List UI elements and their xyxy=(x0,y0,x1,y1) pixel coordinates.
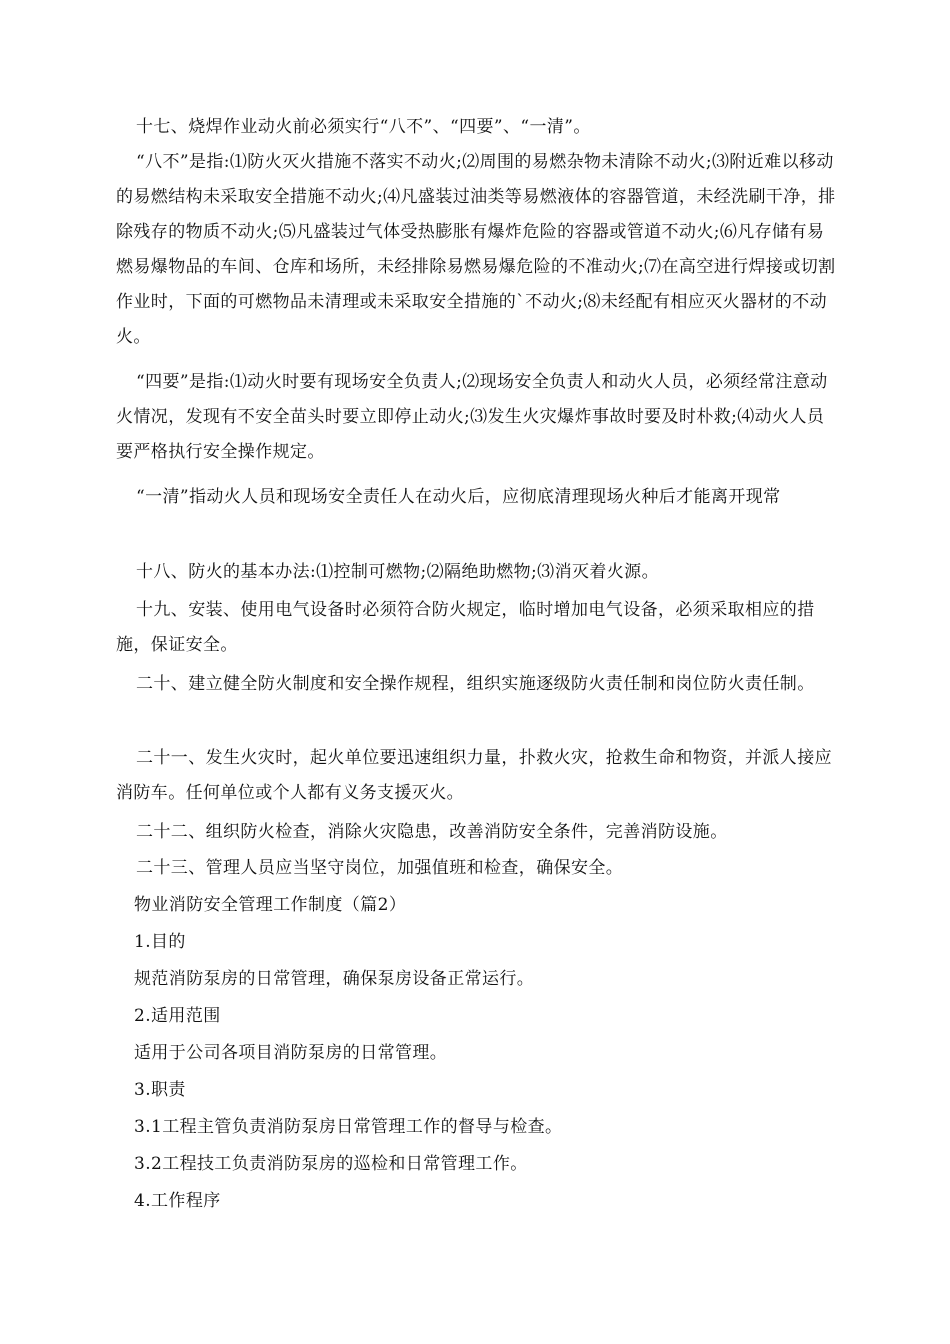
paragraph-eight-nots: “八不”是指:⑴防火灭火措施不落实不动火;⑵周围的易燃杂物未清除不动火;⑶附近难以移动的易燃结构未采取安全措施不动火;⑷凡盛装过油类等易燃液体的容器管道，未经洗刷干净，排除残存的物质不动火;⑸凡盛装过气体受热膨胀有爆炸危险的容器或管道不动火;⑹凡存储有易燃易爆物品的车间、仓库和场所，未经排除易燃易爆危险的不准动火;⑺在高空进行焊接或切割作业时，下面的可燃物品未清理或未采取安全措施的`不动火;⑻未经配有相应灭火器材的不动火。 xyxy=(116,152,836,347)
paragraph-20-responsibility: 二十、建立健全防火制度和安全操作规程，组织实施逐级防火责任制和岗位防火责任制。 xyxy=(136,674,815,694)
paragraph-19-electrical: 十九、安装、使用电气设备时必须符合防火规定，临时增加电气设备，必须采取相应的措施，保证安全。 xyxy=(116,600,815,655)
paragraph-21-fire-response: 二十一、发生火灾时，起火单位要迅速组织力量，扑救火灾，抢救生命和物资，并派人接应消防车。任何单位或个人都有义务支援灭火。 xyxy=(116,748,832,803)
paragraph-18-basic-methods: 十八、防火的基本办法:⑴控制可燃物;⑵隔绝助燃物;⑶消灭着火源。 xyxy=(136,562,659,582)
paragraph-four-musts: “四要”是指:⑴动火时要有现场安全负责人;⑵现场安全负责人和动火人员，必须经常注意动火情况，发现有不安全苗头时要立即停止动火;⑶发生火灾爆炸事故时要及时朴救;⑷动火人员要严格执行安全操作规定。 xyxy=(116,372,828,462)
text-scope: 适用于公司各项目消防泵房的日常管理。 xyxy=(134,1043,448,1063)
text-duty-3-1: 3.1工程主管负责消防泵房日常管理工作的督导与检查。 xyxy=(134,1117,563,1137)
text-purpose: 规范消防泵房的日常管理，确保泵房设备正常运行。 xyxy=(134,969,535,989)
paragraph-22-inspection: 二十二、组织防火检查，消除火灾隐患，改善消防安全条件，完善消防设施。 xyxy=(136,822,728,842)
heading-duties: 3.职责 xyxy=(134,1080,186,1100)
paragraph-one-clear: “一清”指动火人员和现场安全责任人在动火后，应彻底清理现场火种后才能离开现常 xyxy=(136,487,781,507)
heading-procedure: 4.工作程序 xyxy=(134,1191,221,1211)
paragraph-17-hot-work-rules: 十七、烧焊作业动火前必须实行“八不”、“四要”、“一清”。 xyxy=(136,117,591,137)
section-title-part-2: 物业消防安全管理工作制度（篇2） xyxy=(134,895,407,915)
heading-scope: 2.适用范围 xyxy=(134,1006,221,1026)
paragraph-23-duty: 二十三、管理人员应当坚守岗位，加强值班和检查，确保安全。 xyxy=(136,858,624,878)
heading-purpose: 1.目的 xyxy=(134,932,186,952)
text-duty-3-2: 3.2工程技工负责消防泵房的巡检和日常管理工作。 xyxy=(134,1154,528,1174)
